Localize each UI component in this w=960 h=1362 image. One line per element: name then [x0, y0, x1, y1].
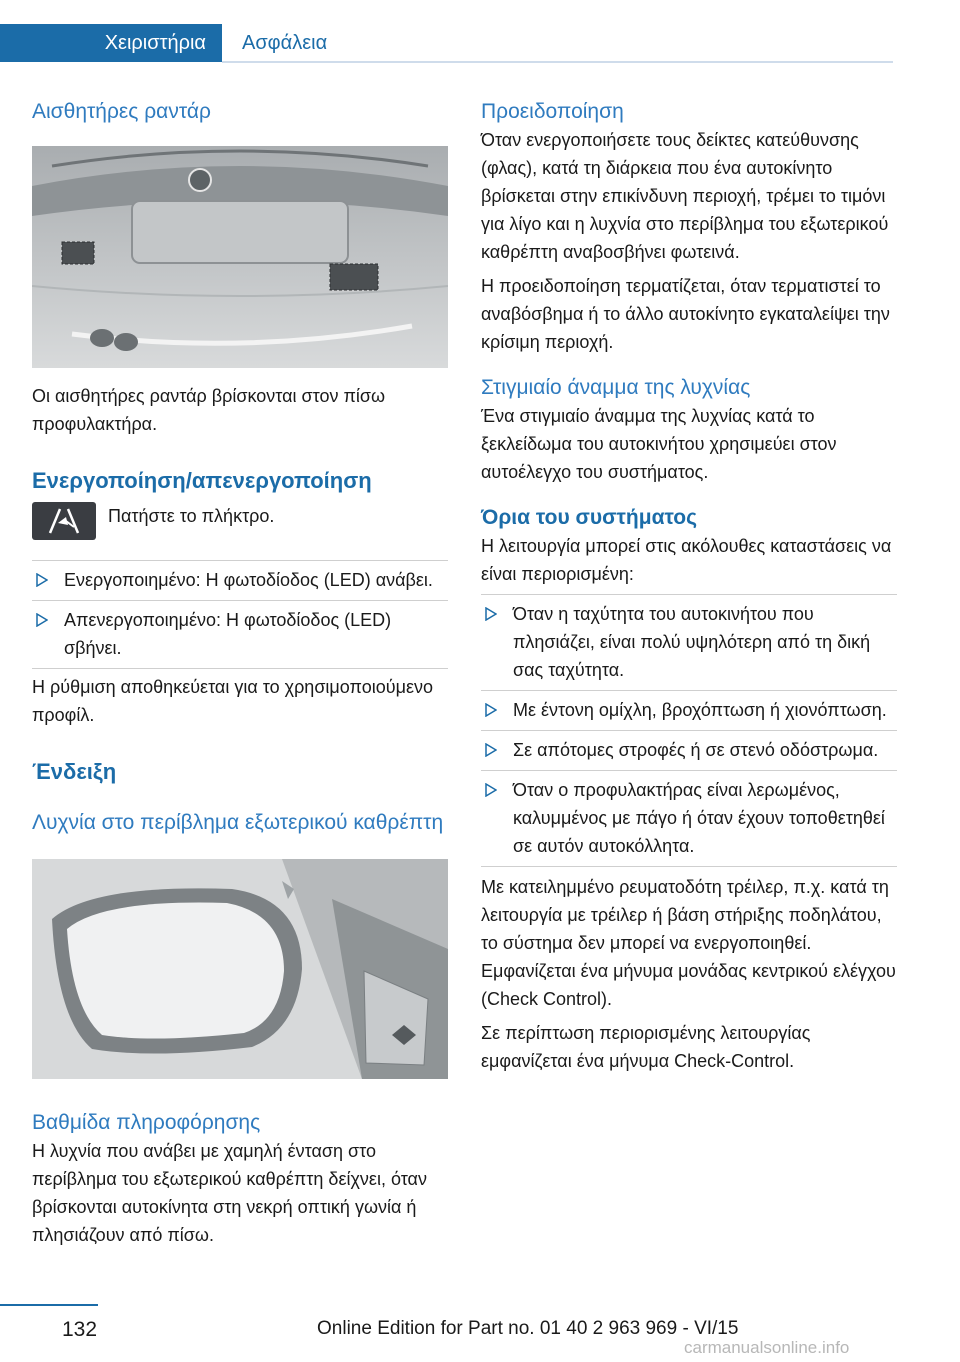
warning-heading: Προειδοποίηση [481, 100, 624, 123]
list-item [481, 594, 897, 690]
limit-weather: Με έντονη ομίχλη, βροχόπτωση ή χιονόπτωση. [513, 700, 887, 720]
info-level-heading: Βαθμίδα πληροφόρησης [32, 1111, 261, 1134]
limit-bumper: Όταν ο προφυλακτήρας είναι λερωμένος, καλυμμένος με πάγο ή όταν έχουν τοποθετηθεί σε αυτόν αυτοκόλλητα. [513, 780, 885, 856]
flash-heading: Στιγμιαίο άναμμα της λυχνίας [481, 376, 751, 399]
bullet-activated: Ενεργοποιημένο: Η φωτοδίοδος (LED) ανάβει. [64, 570, 433, 590]
mirror-image [32, 859, 448, 1079]
list-item [481, 690, 897, 730]
header-tabs [0, 24, 893, 62]
bullet-deactivated: Απενεργοποιημένο: Η φωτοδίοδος (LED) σβήνει. [64, 610, 392, 658]
lane-change-button-icon [32, 502, 96, 540]
lane-warning-icon [44, 507, 84, 535]
info-level-text: Η λυχνία που ανάβει με χαμηλή ένταση στο περίβλημα του εξωτερικού καθρέπτη δείχνει, όταν βρίσκονται αυτοκίνητα στη νεκρή οπτική γωνία ή πλησιάζουν από πίσω. [32, 1141, 427, 1245]
triangle-bullet-icon [485, 783, 497, 797]
limits-intro: Η λειτουργία μπορεί στις ακόλουθες καταστάσεις να είναι περιορισμένη: [481, 536, 892, 584]
limit-curves: Σε απότομες στροφές ή σε στενό οδόστρωμα. [513, 740, 879, 760]
fault-text: Σε περίπτωση περιορισμένης λειτουργίας εμφανίζεται ένα μήνυμα Check-Control. [481, 1023, 811, 1071]
button-instruction [32, 502, 448, 540]
list-item [481, 770, 897, 867]
right-column [481, 98, 897, 1075]
rear-bumper-image [32, 146, 448, 368]
trailer-text: Με κατειλημμένο ρευματοδότη τρέιλερ, π.χ. κατά τη λειτουργία με τρέιλερ ή βάση στήριξης ποδηλάτου, το σύστημα δεν μπορεί να ενεργοποιηθεί. Εμφανίζεται ένα μήνυμα μονάδας κεντρικού ελέγχου (Check Control). [481, 877, 896, 1009]
triangle-bullet-icon [36, 573, 48, 587]
mirror-heading: Λυχνία στο περίβλημα εξωτερικού καθρέπτη [32, 811, 444, 834]
display-heading: Ένδειξη [32, 759, 117, 784]
warning-text-1: Όταν ενεργοποιήσετε τους δείκτες κατεύθυνσης (φλας), κατά τη διάρκεια που ένα αυτοκίνητο βρίσκεται στην επικίνδυνη περιοχή, τρέμει το τιμόνι για λίγο και η λυχνία στο περίβλημα του εξωτερικού καθρέπτη αναβοσβήνει φωτεινά. [481, 130, 889, 262]
tab-safety[interactable]: Ασφάλεια [242, 32, 328, 54]
triangle-bullet-icon [485, 743, 497, 757]
warning-text-2: Η προειδοποίηση τερματίζεται, όταν τερματιστεί το αναβόσβημα ή το άλλο αυτοκίνητο εγκαταλείψει την κρίσιμη περιοχή. [481, 276, 890, 352]
triangle-bullet-icon [485, 607, 497, 621]
tab-controls[interactable]: Χειριστήρια [0, 24, 222, 62]
activation-bullets [32, 560, 448, 669]
press-button-text: Πατήστε το πλήκτρο. [108, 506, 275, 526]
mirror-illustration [32, 859, 448, 1079]
footer-divider [0, 1304, 98, 1306]
radar-heading: Αισθητήρες ραντάρ [32, 100, 211, 123]
limits-heading: Όρια του συστήματος [481, 506, 698, 529]
flash-text: Ένα στιγμιαίο άναμμα της λυχνίας κατά το ξεκλείδωμα του αυτοκινήτου χρησιμεύει στον αυτοέλεγχο του συστήματος. [481, 406, 837, 482]
left-column [32, 98, 448, 1249]
edition-text: Online Edition for Part no. 01 40 2 963 969 - VI/15 [317, 1318, 739, 1339]
list-item [32, 560, 448, 600]
activation-heading: Ενεργοποίηση/απενεργοποίηση [32, 468, 372, 493]
triangle-bullet-icon [36, 613, 48, 627]
watermark: carmanualsonline.info [684, 1338, 850, 1357]
list-item [481, 730, 897, 770]
rear-bumper-illustration [32, 146, 448, 368]
radar-caption: Οι αισθητήρες ραντάρ βρίσκονται στον πίσω προφυλακτήρα. [32, 386, 386, 434]
page-number: 132 [62, 1318, 98, 1341]
header-divider [222, 61, 893, 63]
profile-text: Η ρύθμιση αποθηκεύεται για το χρησιμοποιούμενο προφίλ. [32, 677, 433, 725]
limit-speed: Όταν η ταχύτητα του αυτοκινήτου που πλησιάζει, είναι πολύ υψηλότερη από τη δική σας ταχύτητα. [513, 604, 871, 680]
triangle-bullet-icon [485, 703, 497, 717]
list-item [32, 600, 448, 669]
limits-bullets [481, 594, 897, 867]
